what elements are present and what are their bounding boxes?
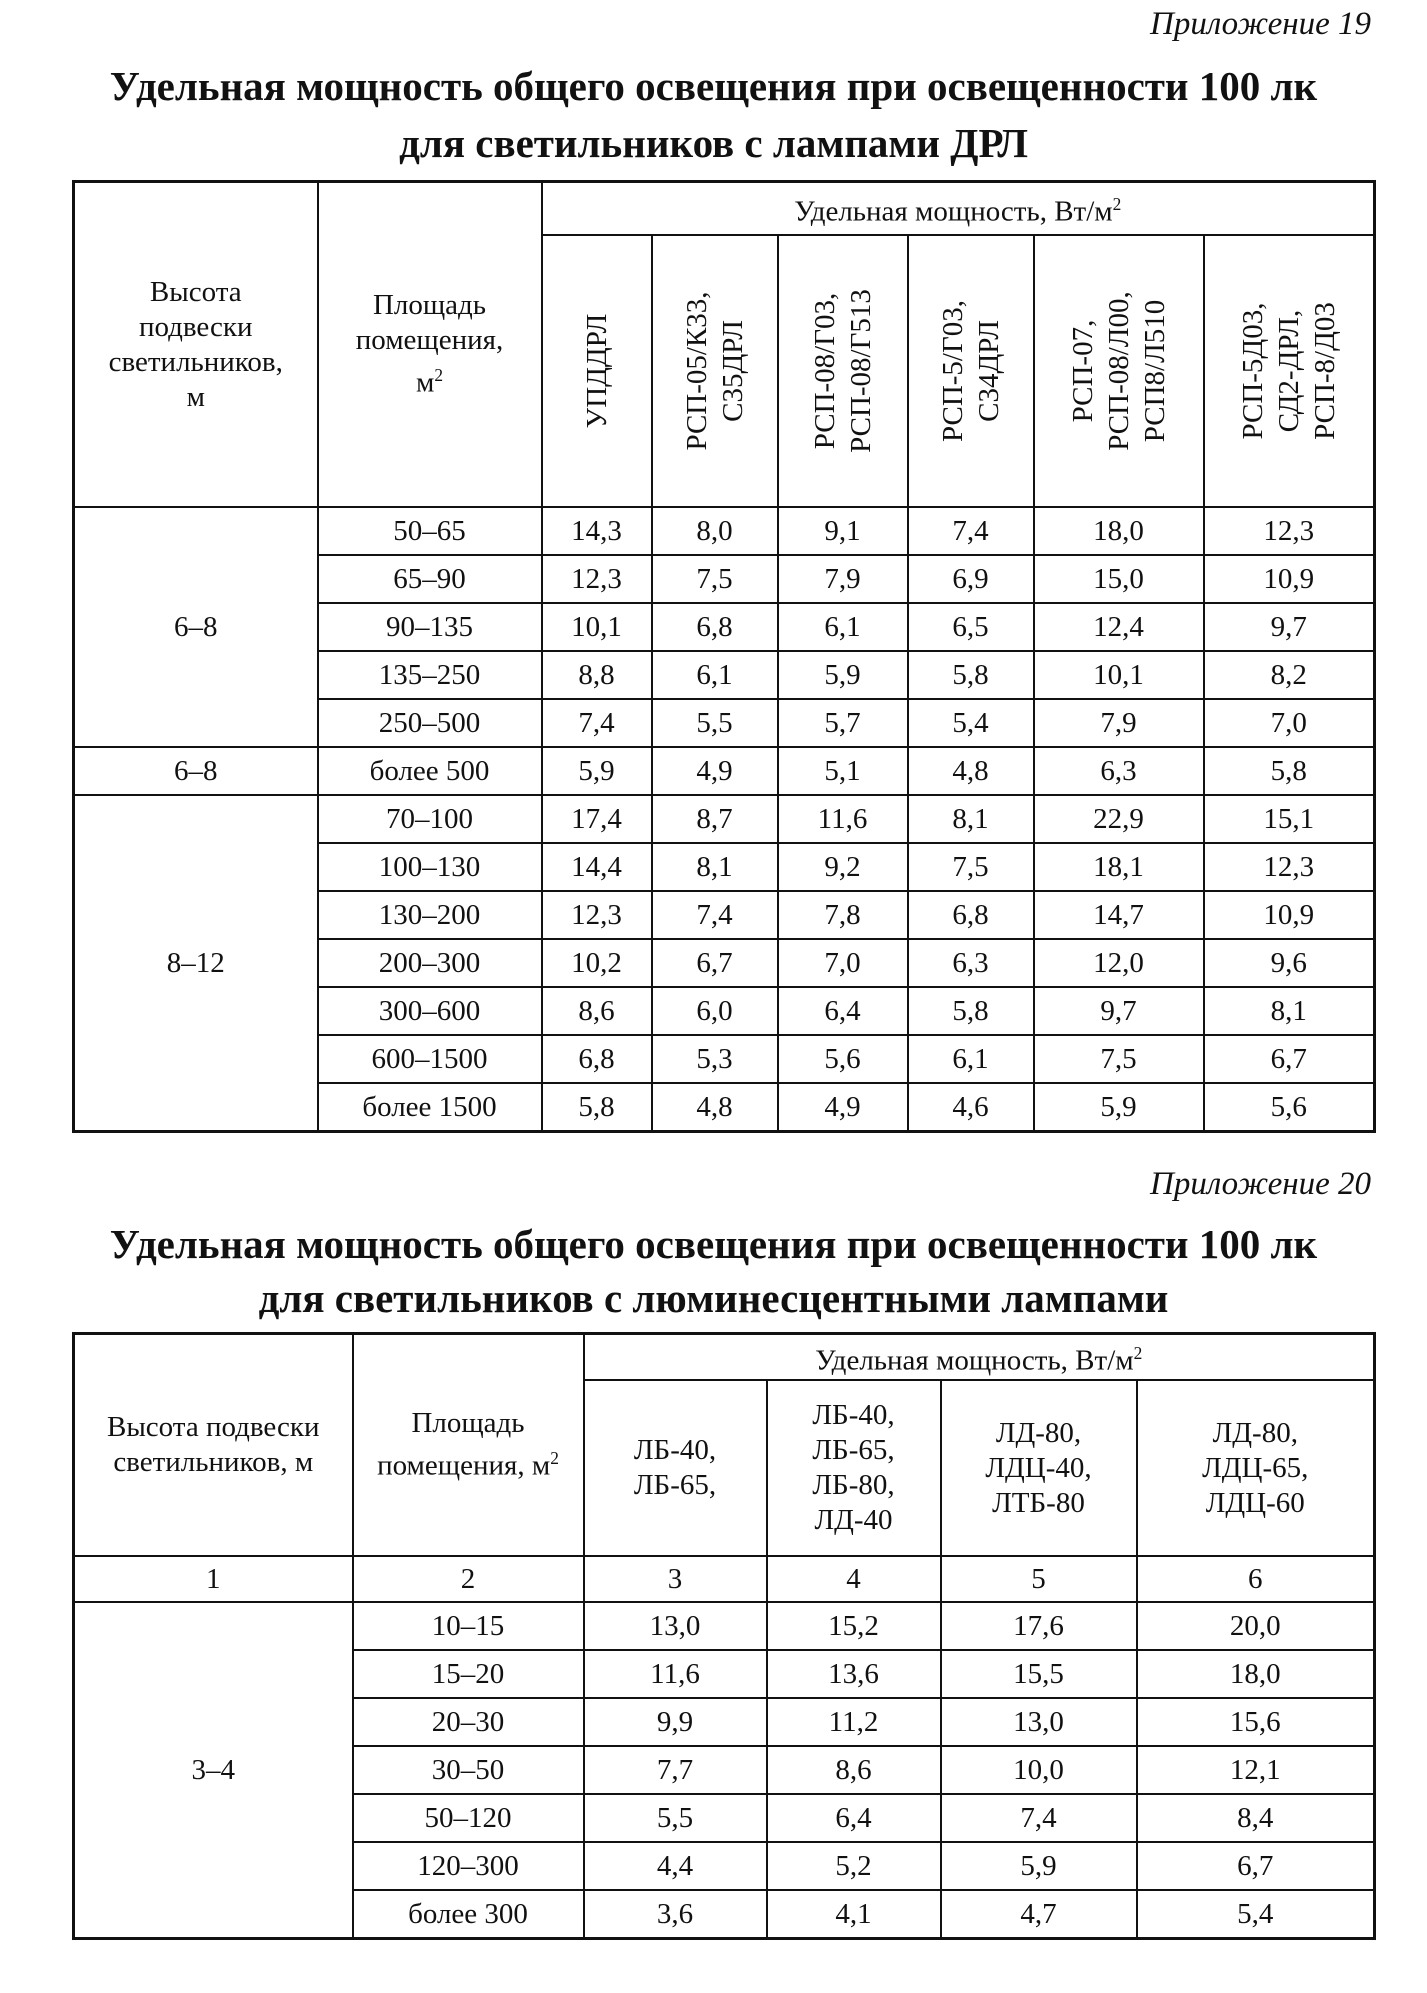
lamp-type-line: РСП-5/Г03, [936,300,969,442]
area-header-label: Площадь помещения, м [377,1407,551,1482]
area-cell: 135–250 [318,651,542,699]
area-header-text [340,288,520,401]
lamp-type-line: РСП-8/Д03 [1308,302,1341,440]
power-value-cell: 8,1 [908,795,1034,843]
power-value-cell: 6,8 [652,603,778,651]
power-value-cell: 14,3 [542,507,652,555]
power-value-cell: 12,3 [542,891,652,939]
lamp-type-label [768,1398,940,1538]
power-value-cell: 11,6 [584,1650,767,1698]
power-value-cell: 8,6 [542,987,652,1035]
lamp-type-line: ЛБ-40, [812,1399,895,1431]
power-value-cell: 18,0 [1034,507,1204,555]
lamp-type-line: ЛТБ-80 [992,1486,1085,1519]
power-value-cell: 8,1 [1204,987,1375,1035]
power-value-cell: 8,4 [1137,1794,1375,1842]
lamp-type-line: УПДДРЛ [580,313,613,429]
height-header [74,1334,353,1557]
column-number: 2 [353,1556,584,1602]
power-value-cell: 6,8 [908,891,1034,939]
power-value-cell: 5,5 [652,699,778,747]
lamp-type-line: С34ДРЛ [972,320,1005,422]
lamp-type-line: РСП8/Л510 [1138,299,1171,443]
power-value-cell: 5,6 [778,1035,908,1083]
power-value-cell: 5,9 [778,651,908,699]
lamp-type-header [1137,1380,1375,1556]
lamp-type-header [767,1380,941,1556]
power-value-cell: 15,5 [941,1650,1137,1698]
appendix-19-label: Приложение 19 [1150,6,1371,42]
power-value-cell: 13,0 [584,1602,767,1650]
height-cell: 3–4 [74,1602,353,1939]
area-cell: более 500 [318,747,542,795]
power-value-cell: 7,9 [1034,699,1204,747]
area-cell: 10–15 [353,1602,584,1650]
power-value-cell: 14,4 [542,843,652,891]
power-value-cell: 6,3 [1034,747,1204,795]
power-value-cell: 12,3 [542,555,652,603]
power-value-cell: 8,7 [652,795,778,843]
power-value-cell: 4,1 [767,1890,941,1939]
power-value-cell: 12,1 [1137,1746,1375,1794]
lamp-type-line: ЛД-80, [1212,1416,1298,1449]
column-number: 6 [1137,1556,1375,1602]
power-value-cell: 6,1 [908,1035,1034,1083]
lamp-type-line: ЛБ-80, [812,1469,895,1501]
power-value-cell: 14,7 [1034,891,1204,939]
power-value-cell: 7,9 [778,555,908,603]
lamp-type-label [807,289,879,453]
power-value-cell: 6,1 [778,603,908,651]
column-number: 3 [584,1556,767,1602]
height-header-text: Высота подвески светильников, м [108,275,283,413]
power-value-cell: 11,2 [767,1698,941,1746]
power-value-cell: 7,0 [778,939,908,987]
power-value-cell: 9,9 [584,1698,767,1746]
power-value-cell: 5,8 [908,651,1034,699]
power-value-cell: 10,9 [1204,555,1375,603]
drl-power-table [72,180,1376,1133]
area-header-text [358,1406,578,1484]
power-value-cell: 5,8 [1204,747,1375,795]
power-value-cell: 4,9 [652,747,778,795]
power-value-cell: 5,9 [1034,1083,1204,1132]
area-cell: 300–600 [318,987,542,1035]
power-value-cell: 4,4 [584,1842,767,1890]
lamp-type-line: ЛБ-40, [633,1434,717,1466]
area-header [353,1334,584,1557]
lamp-type-line: ЛД-40 [814,1504,893,1536]
appendix-20-label: Приложение 20 [1150,1166,1371,1202]
area-cell: 130–200 [318,891,542,939]
power-value-cell: 7,4 [542,699,652,747]
column-number: 4 [767,1556,941,1602]
area-header-unit-sup: 2 [550,1448,559,1469]
power-value-cell: 22,9 [1034,795,1204,843]
power-value-cell: 7,7 [584,1746,767,1794]
area-cell: 120–300 [353,1842,584,1890]
table-row [74,795,1375,843]
fluorescent-power-table [72,1332,1376,1940]
appendix-20-title-line-2: для светильников с люминесцентными лампами [258,1275,1169,1321]
power-value-cell: 5,8 [908,987,1034,1035]
lamp-type-label [1235,302,1343,440]
appendix-19-title-line-1: Удельная мощность общего освещения при освещенности 100 лк [109,63,1318,109]
power-value-cell: 7,4 [941,1794,1137,1842]
power-value-cell: 12,4 [1034,603,1204,651]
lamp-type-header [941,1380,1137,1556]
area-cell: более 300 [353,1890,584,1939]
power-value-cell: 5,6 [1204,1083,1375,1132]
area-header [318,182,542,508]
power-value-cell: 5,2 [767,1842,941,1890]
table-row [74,1602,1375,1650]
power-value-cell: 7,0 [1204,699,1375,747]
power-value-cell: 10,9 [1204,891,1375,939]
power-value-cell: 15,0 [1034,555,1204,603]
power-value-cell: 5,9 [542,747,652,795]
power-value-cell: 5,5 [584,1794,767,1842]
area-header-label: Площадь помещения, м [355,289,504,399]
lamp-type-line: РСП-5Д03, [1236,302,1269,440]
lamp-type-line: С35ДРЛ [716,320,749,422]
lamp-type-line: РСП-07, [1066,319,1099,423]
power-value-cell: 8,1 [652,843,778,891]
lamp-type-line: ЛБ-65, [812,1434,895,1466]
lamp-type-line: ЛБ-65, [633,1469,717,1501]
power-value-cell: 4,6 [908,1083,1034,1132]
area-cell: 600–1500 [318,1035,542,1083]
table-row [74,507,1375,555]
power-value-cell: 10,1 [1034,651,1204,699]
area-cell: 65–90 [318,555,542,603]
power-value-cell: 18,0 [1137,1650,1375,1698]
area-header-unit-sup: 2 [434,365,444,386]
lamp-type-line: ЛД-80, [995,1416,1082,1449]
lamp-type-header [1204,235,1375,507]
power-value-cell: 4,7 [941,1890,1137,1939]
power-value-cell: 12,3 [1204,843,1375,891]
lamp-type-line: РСП-05/К33, [680,291,713,451]
power-value-cell: 6,4 [767,1794,941,1842]
power-value-cell: 9,7 [1204,603,1375,651]
power-value-cell: 12,3 [1204,507,1375,555]
area-cell: более 1500 [318,1083,542,1132]
power-header-label: Удельная мощность, Вт/м [794,195,1113,228]
appendix-20-title-line-1: Удельная мощность общего освещения при освещенности 100 лк [109,1221,1318,1267]
column-number: 1 [74,1556,353,1602]
area-cell: 200–300 [318,939,542,987]
lamp-type-label [579,314,615,429]
lamp-type-label [935,300,1007,442]
area-cell: 30–50 [353,1746,584,1794]
lamp-type-label [1065,291,1173,450]
power-value-cell: 5,3 [652,1035,778,1083]
power-value-cell: 7,4 [652,891,778,939]
lamp-type-line: ЛДЦ-40, [985,1451,1092,1484]
lamp-type-header [584,1380,767,1556]
power-header-unit-sup: 2 [1112,194,1122,215]
power-value-cell: 6,7 [1204,1035,1375,1083]
power-value-cell: 18,1 [1034,843,1204,891]
height-header [74,182,318,508]
table-row [74,747,1375,795]
lamp-type-header [1034,235,1204,507]
power-value-cell: 10,0 [941,1746,1137,1794]
power-value-cell: 7,5 [908,843,1034,891]
height-cell: 8–12 [74,795,318,1132]
power-value-cell: 8,6 [767,1746,941,1794]
lamp-type-header [652,235,778,507]
power-value-cell: 6,4 [778,987,908,1035]
power-value-cell: 4,9 [778,1083,908,1132]
power-value-cell: 15,1 [1204,795,1375,843]
lamp-type-header [778,235,908,507]
lamp-type-header [542,235,652,507]
lamp-type-line: ЛДЦ-60 [1205,1486,1305,1519]
power-value-cell: 8,2 [1204,651,1375,699]
power-value-cell: 5,8 [542,1083,652,1132]
area-cell: 90–135 [318,603,542,651]
power-header [542,182,1375,236]
lamp-type-line: РСП-08/Л00, [1102,291,1135,451]
lamp-type-label [942,1416,1136,1521]
lamp-type-line: СД2-ДРЛ, [1272,309,1305,433]
power-value-cell: 9,7 [1034,987,1204,1035]
power-value-cell: 4,8 [652,1083,778,1132]
power-value-cell: 6,0 [652,987,778,1035]
power-value-cell: 6,5 [908,603,1034,651]
power-value-cell: 6,3 [908,939,1034,987]
lamp-type-label [585,1433,766,1503]
power-value-cell: 6,1 [652,651,778,699]
power-value-cell: 6,9 [908,555,1034,603]
power-value-cell: 11,6 [778,795,908,843]
power-value-cell: 15,2 [767,1602,941,1650]
power-value-cell: 7,5 [1034,1035,1204,1083]
power-value-cell: 13,6 [767,1650,941,1698]
lamp-type-header [908,235,1034,507]
power-value-cell: 17,6 [941,1602,1137,1650]
height-cell: 6–8 [74,507,318,747]
area-cell: 20–30 [353,1698,584,1746]
power-value-cell: 9,2 [778,843,908,891]
power-header-unit-sup: 2 [1133,1342,1143,1363]
power-header [584,1334,1375,1381]
power-value-cell: 12,0 [1034,939,1204,987]
height-header-text: Высота подвески светильников, м [106,1411,320,1478]
power-value-cell: 7,8 [778,891,908,939]
power-value-cell: 5,4 [908,699,1034,747]
area-cell: 15–20 [353,1650,584,1698]
height-cell: 6–8 [74,747,318,795]
power-value-cell: 3,6 [584,1890,767,1939]
area-cell: 50–120 [353,1794,584,1842]
power-value-cell: 8,0 [652,507,778,555]
power-value-cell: 15,6 [1137,1698,1375,1746]
appendix-19-title-line-2: для светильников с лампами ДРЛ [399,120,1028,166]
power-value-cell: 20,0 [1137,1602,1375,1650]
area-cell: 70–100 [318,795,542,843]
power-value-cell: 5,7 [778,699,908,747]
power-value-cell: 8,8 [542,651,652,699]
power-value-cell: 9,1 [778,507,908,555]
power-value-cell: 10,1 [542,603,652,651]
power-value-cell: 7,5 [652,555,778,603]
power-value-cell: 5,9 [941,1842,1137,1890]
lamp-type-label [1138,1416,1374,1521]
power-value-cell: 6,7 [652,939,778,987]
area-cell: 250–500 [318,699,542,747]
power-value-cell: 5,4 [1137,1890,1375,1939]
power-value-cell: 6,7 [1137,1842,1375,1890]
lamp-type-line: РСП-08/Г513 [844,289,877,453]
lamp-type-line: РСП-08/Г03, [808,292,841,450]
power-value-cell: 4,8 [908,747,1034,795]
area-cell: 50–65 [318,507,542,555]
area-cell: 100–130 [318,843,542,891]
lamp-type-line: ЛДЦ-65, [1202,1451,1309,1484]
power-value-cell: 17,4 [542,795,652,843]
power-header-label: Удельная мощность, Вт/м [815,1344,1134,1377]
lamp-type-label [679,291,751,450]
power-value-cell: 7,4 [908,507,1034,555]
column-number: 5 [941,1556,1137,1602]
power-value-cell: 13,0 [941,1698,1137,1746]
power-value-cell: 10,2 [542,939,652,987]
power-value-cell: 5,1 [778,747,908,795]
power-value-cell: 9,6 [1204,939,1375,987]
power-value-cell: 6,8 [542,1035,652,1083]
